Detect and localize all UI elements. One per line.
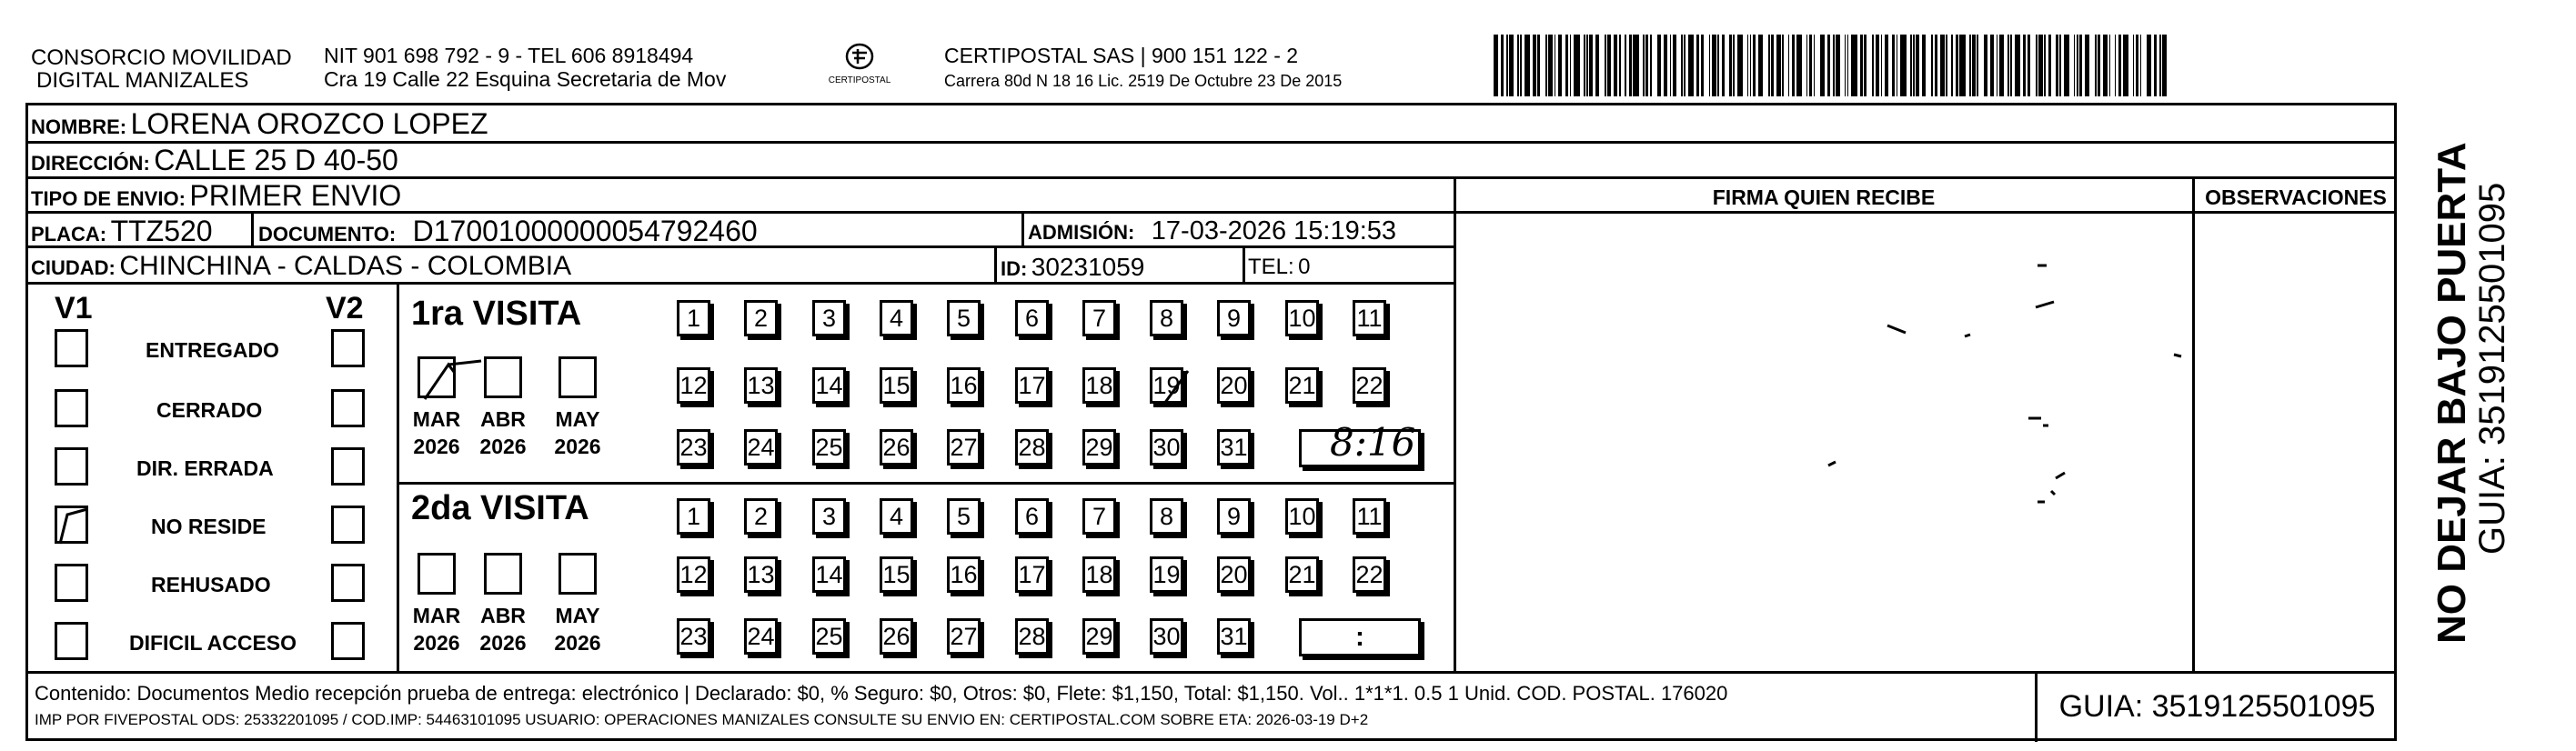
day-box[interactable]: 19 — [1150, 367, 1183, 404]
barcode-bar — [1806, 35, 1808, 96]
month-checkbox[interactable] — [418, 553, 456, 595]
admision-label: ADMISIÓN: — [1028, 221, 1135, 244]
month-checkbox[interactable] — [558, 553, 597, 595]
nombre-label: NOMBRE: — [31, 115, 127, 138]
barcode-bar — [1629, 35, 1632, 96]
v2-checkbox[interactable] — [331, 506, 365, 544]
barcode-bar — [1747, 35, 1749, 96]
barcode-bar — [1836, 35, 1840, 96]
nit-line: NIT 901 698 792 - 9 - TEL 606 8918494 — [324, 44, 694, 67]
month-label — [548, 406, 608, 460]
barcode-bar — [1969, 35, 1971, 96]
barcode-bar — [1999, 35, 2004, 96]
barcode-bar — [1796, 35, 1802, 96]
barcode-bar — [1517, 35, 1519, 96]
day-box[interactable]: 13 — [744, 367, 778, 404]
no-dejar-bajo-puerta: NO DEJAR BAJO PUERTA — [2430, 142, 2474, 644]
address-line: Cra 19 Calle 22 Esquina Secretaria de Mov — [324, 67, 727, 91]
footer-guia: GUIA: 3519125501095 — [2058, 689, 2376, 724]
day-box[interactable]: 11 — [1353, 300, 1386, 336]
direccion-value: CALLE 25 D 40-50 — [154, 144, 398, 176]
logo-text: CERTIPOSTAL — [828, 75, 891, 85]
barcode-bar — [1910, 35, 1912, 96]
day-box[interactable]: 18 — [1082, 367, 1116, 404]
barcode-bar — [1959, 35, 1965, 96]
barcode-bar — [1537, 35, 1540, 96]
month-label — [548, 602, 608, 656]
status-label: REHUSADO — [151, 573, 271, 596]
barcode-bar — [1782, 35, 1784, 96]
barcode-bar — [1712, 35, 1716, 96]
barcode-bar — [1872, 35, 1874, 96]
barcode-bar — [1860, 35, 1863, 96]
id-value: 30231059 — [1031, 253, 1145, 281]
month-year: 2026 — [479, 435, 527, 458]
day-box[interactable]: 27 — [947, 618, 981, 655]
side-guia: GUIA: 3519125501095 — [2472, 182, 2512, 555]
status-label: DIFICIL ACCESO — [129, 631, 297, 655]
barcode-bar — [1897, 35, 1898, 96]
day-box[interactable]: 20 — [1217, 556, 1251, 593]
barcode-bar — [1977, 35, 1978, 96]
visit2-title: 2da VISITA — [411, 489, 589, 527]
barcode-bar — [1809, 35, 1812, 96]
barcode-bar — [1733, 35, 1735, 96]
barcode-bar — [2044, 35, 2046, 96]
barcode-bar — [2123, 35, 2128, 96]
month-year: 2026 — [413, 631, 460, 655]
day-box[interactable]: 8 — [1150, 300, 1183, 336]
day-box[interactable]: 31 — [1217, 429, 1251, 466]
day-box[interactable]: 8 — [1150, 498, 1183, 535]
barcode-bar — [1650, 35, 1652, 96]
day-box[interactable]: 2 — [744, 498, 778, 535]
barcode-bar — [1885, 35, 1887, 96]
barcode-bar — [1892, 35, 1895, 96]
barcode-bar — [1788, 35, 1790, 96]
barcode-bar — [1990, 35, 1993, 96]
courier-line2: Carrera 80d N 18 16 Lic. 2519 De Octubre 23 De 2015 — [944, 72, 1343, 90]
barcode-bar — [1851, 35, 1857, 96]
barcode-bar — [1940, 35, 1945, 96]
barcode-bar — [1827, 35, 1830, 96]
day-box[interactable]: 29 — [1082, 429, 1116, 466]
barcode-bar — [1951, 35, 1953, 96]
v2-checkbox[interactable] — [331, 389, 365, 427]
day-box[interactable]: 7 — [1082, 498, 1116, 535]
barcode-bar — [1607, 35, 1610, 96]
day-box[interactable]: 24 — [744, 429, 778, 466]
barcode-bar — [1548, 35, 1553, 96]
barcode-bar — [1565, 35, 1568, 96]
barcode-bar — [2048, 35, 2051, 96]
barcode-bar — [2059, 35, 2061, 96]
barcode-bar — [1753, 35, 1756, 96]
day-box[interactable]: 15 — [880, 556, 913, 593]
barcode-bar — [2140, 35, 2142, 96]
barcode-bar — [1833, 35, 1835, 96]
day-box[interactable]: 1 — [677, 498, 710, 535]
barcode-bar — [1717, 35, 1719, 96]
v1-checkbox[interactable] — [55, 447, 88, 486]
day-box[interactable]: 5 — [947, 498, 981, 535]
day-box[interactable]: 21 — [1285, 367, 1319, 404]
barcode-bar — [2007, 35, 2009, 96]
status-label: DIR. ERRADA — [136, 456, 274, 480]
month-year: 2026 — [554, 435, 601, 458]
barcode-bar — [1881, 35, 1883, 96]
barcode-bar — [1509, 35, 1514, 96]
barcode-bar — [1709, 35, 1711, 96]
visit1-title: 1ra VISITA — [411, 295, 582, 333]
day-box[interactable]: 12 — [677, 367, 710, 404]
day-box[interactable]: 16 — [947, 367, 981, 404]
barcode-bar — [1864, 35, 1867, 96]
day-box[interactable]: 10 — [1285, 300, 1319, 336]
day-box[interactable]: 19 — [1150, 556, 1183, 593]
visit2-time-placeholder: : — [1355, 622, 1364, 652]
month-name: MAR — [412, 604, 461, 627]
barcode-bar — [1688, 35, 1694, 96]
barcode-bar — [1876, 35, 1880, 96]
barcode-bar — [1570, 35, 1572, 96]
day-box[interactable]: 30 — [1150, 618, 1183, 655]
barcode-bar — [1776, 35, 1781, 96]
status-label: ENTREGADO — [146, 338, 279, 362]
day-box[interactable]: 21 — [1285, 556, 1319, 593]
barcode-bar — [1533, 35, 1535, 96]
month-year: 2026 — [479, 631, 527, 655]
barcode-bar — [2133, 35, 2135, 96]
barcode-bar — [1494, 35, 1498, 96]
barcode-bar — [1684, 35, 1685, 96]
documento-label: DOCUMENTO: — [258, 223, 397, 245]
barcode-bar — [2109, 35, 2111, 96]
day-box[interactable]: 17 — [1015, 367, 1049, 404]
barcode-bar — [2118, 35, 2121, 96]
barcode-bar — [1545, 35, 1547, 96]
barcode-bar — [2077, 35, 2078, 96]
direccion-label: DIRECCIÓN: — [31, 152, 150, 175]
day-box[interactable]: 6 — [1015, 300, 1049, 336]
barcode-bar — [2010, 35, 2012, 96]
day-box[interactable]: 20 — [1217, 367, 1251, 404]
barcode-bar — [1820, 35, 1825, 96]
month-label — [407, 406, 467, 460]
barcode-bar — [1657, 35, 1662, 96]
day-box[interactable]: 6 — [1015, 498, 1049, 535]
barcode-bar — [1643, 35, 1645, 96]
barcode-bar — [2023, 35, 2026, 96]
barcode-bar — [2056, 35, 2058, 96]
day-box[interactable]: 15 — [880, 367, 913, 404]
v1-checkbox[interactable] — [55, 564, 88, 602]
day-box[interactable]: 22 — [1353, 556, 1386, 593]
barcode-bar — [2162, 35, 2167, 96]
v1-checkbox[interactable] — [55, 389, 88, 427]
day-box[interactable]: 26 — [880, 429, 913, 466]
barcode-bar — [2147, 35, 2151, 96]
barcode-bar — [1673, 35, 1677, 96]
barcode-bar — [2038, 35, 2043, 96]
barcode-bar — [1555, 35, 1556, 96]
status-label: NO RESIDE — [151, 515, 267, 538]
barcode-bar — [1605, 35, 1606, 96]
barcode-bar — [1681, 35, 1683, 96]
barcode-bar — [2028, 35, 2030, 96]
day-box[interactable]: 17 — [1015, 556, 1049, 593]
v1-checkbox[interactable] — [55, 622, 88, 660]
barcode-bar — [2036, 35, 2038, 96]
day-box[interactable]: 3 — [812, 498, 846, 535]
day-box[interactable]: 16 — [947, 556, 981, 593]
month-label — [473, 602, 533, 656]
barcode-bar — [1586, 35, 1588, 96]
v2-checkbox[interactable] — [331, 564, 365, 602]
v1-checkbox[interactable] — [55, 329, 88, 367]
barcode-bar — [1574, 35, 1579, 96]
barcode-bar — [1972, 35, 1975, 96]
v2-header: V2 — [326, 291, 364, 325]
barcode-bar — [1506, 35, 1508, 96]
barcode-bar — [2115, 35, 2117, 96]
barcode-bar — [1664, 35, 1666, 96]
barcode-bar — [1913, 35, 1915, 96]
certipostal-logo — [823, 40, 896, 95]
barcode-bar — [1633, 35, 1638, 96]
barcode-bar — [2159, 35, 2161, 96]
day-box[interactable]: 2 — [744, 300, 778, 336]
placa-label: PLACA: — [31, 223, 107, 245]
barcode-bar — [1589, 35, 1592, 96]
day-box[interactable]: 23 — [677, 429, 710, 466]
visit1-time: 8:16 — [1330, 420, 1416, 465]
day-box[interactable]: 27 — [947, 429, 981, 466]
barcode-bar — [2064, 35, 2069, 96]
day-box[interactable]: 13 — [744, 556, 778, 593]
month-name: MAY — [555, 604, 600, 627]
barcode-bar — [1750, 35, 1752, 96]
day-box[interactable]: 25 — [812, 429, 846, 466]
ciudad-value: CHINCHINA - CALDAS - COLOMBIA — [119, 251, 572, 281]
id-label: ID: — [1001, 257, 1028, 280]
day-box[interactable]: 29 — [1082, 618, 1116, 655]
barcode-bar — [1729, 35, 1732, 96]
barcode-bar — [2079, 35, 2082, 96]
status-label: CERRADO — [156, 398, 263, 422]
footer-line1: Contenido: Documentos Medio recepción prueba de entrega: electrónico | Declarado: $0, % Seguro: $0, Otros: $0, Flete: $1,150, Total: $1,150. Vol.. 1*1*1. 0.5 1 Unid. COD. POSTAL. 176020 — [35, 682, 1728, 705]
barcode-bar — [2098, 35, 2100, 96]
barcode-bar — [1584, 35, 1585, 96]
day-box[interactable]: 11 — [1353, 498, 1386, 535]
barcode-bar — [1768, 35, 1770, 96]
barcode-bar — [1619, 35, 1621, 96]
tipo-label: TIPO DE ENVIO: — [31, 187, 186, 210]
barcode-bar — [1931, 35, 1933, 96]
barcode-bar — [2095, 35, 2097, 96]
barcode-bar — [1520, 35, 1522, 96]
barcode-bar — [1558, 35, 1561, 96]
barcode-bar — [2085, 35, 2089, 96]
month-name: MAY — [555, 407, 600, 431]
barcode-bar — [1696, 35, 1699, 96]
courier-line1: CERTIPOSTAL SAS | 900 151 122 - 2 — [944, 44, 1299, 67]
day-box[interactable]: 28 — [1015, 429, 1049, 466]
barcode-bar — [1595, 35, 1600, 96]
barcode-bar — [1845, 35, 1846, 96]
day-box[interactable]: 22 — [1353, 367, 1386, 404]
day-box[interactable]: 7 — [1082, 300, 1116, 336]
day-box[interactable]: 23 — [677, 618, 710, 655]
month-checkbox[interactable] — [558, 356, 597, 398]
no-reside-check-mark — [56, 506, 102, 552]
admision-value: 17-03-2026 15:19:53 — [1151, 216, 1397, 245]
nombre-value: LORENA OROZCO LOPEZ — [130, 107, 488, 140]
barcode-bar — [1625, 35, 1626, 96]
barcode-bar — [1758, 35, 1763, 96]
signature-marks — [1455, 218, 2192, 518]
visit1-day-mark — [1161, 364, 1206, 409]
barcode-bar — [1645, 35, 1648, 96]
firma-header: FIRMA QUIEN RECIBE — [1712, 185, 1936, 209]
barcode-bar — [1984, 35, 1988, 96]
barcode-bar — [1847, 35, 1849, 96]
barcode-bar — [1916, 35, 1918, 96]
v2-checkbox[interactable] — [331, 329, 365, 367]
day-box[interactable]: 30 — [1150, 429, 1183, 466]
month-checkbox[interactable] — [484, 553, 522, 595]
barcode-bar — [1922, 35, 1927, 96]
barcode — [1494, 35, 2171, 96]
day-box[interactable]: 14 — [812, 367, 846, 404]
barcode-bar — [1670, 35, 1672, 96]
placa-value: TTZ520 — [110, 215, 213, 247]
barcode-bar — [1946, 35, 1947, 96]
month-name: ABR — [480, 407, 526, 431]
barcode-bar — [1900, 35, 1906, 96]
barcode-bar — [1524, 35, 1530, 96]
barcode-bar — [1722, 35, 1725, 96]
tel-label: TEL: — [1248, 255, 1294, 279]
month-name: ABR — [480, 604, 526, 627]
day-box[interactable]: 26 — [880, 618, 913, 655]
month-label — [473, 406, 533, 460]
month-label — [407, 602, 467, 656]
company-name-line1: CONSORCIO MOVILIDAD — [31, 45, 292, 70]
day-box[interactable]: 4 — [880, 300, 913, 336]
day-box[interactable]: 9 — [1217, 300, 1251, 336]
day-box[interactable]: 28 — [1015, 618, 1049, 655]
barcode-bar — [1737, 35, 1743, 96]
day-box[interactable]: 18 — [1082, 556, 1116, 593]
barcode-bar — [2103, 35, 2108, 96]
barcode-bar — [1814, 35, 1816, 96]
barcode-bar — [2015, 35, 2020, 96]
day-box[interactable]: 14 — [812, 556, 846, 593]
observaciones-header: OBSERVACIONES — [2205, 185, 2387, 209]
barcode-bar — [1935, 35, 1937, 96]
tipo-value: PRIMER ENVIO — [189, 179, 402, 212]
ciudad-label: CIUDAD: — [31, 256, 116, 279]
tel-value: 0 — [1298, 255, 1311, 279]
month-year: 2026 — [554, 631, 601, 655]
barcode-bar — [2154, 35, 2157, 96]
day-box[interactable]: 31 — [1217, 618, 1251, 655]
v2-checkbox[interactable] — [331, 447, 365, 486]
day-box[interactable]: 24 — [744, 618, 778, 655]
v2-checkbox[interactable] — [331, 622, 365, 660]
day-box[interactable]: 1 — [677, 300, 710, 336]
barcode-bar — [1956, 35, 1958, 96]
day-box[interactable]: 12 — [677, 556, 710, 593]
barcode-bar — [1701, 35, 1704, 96]
barcode-bar — [1997, 35, 1998, 96]
day-box[interactable]: 9 — [1217, 498, 1251, 535]
barcode-bar — [2136, 35, 2138, 96]
day-box[interactable]: 5 — [947, 300, 981, 336]
barcode-bar — [1614, 35, 1618, 96]
barcode-bar — [1771, 35, 1774, 96]
day-box[interactable]: 3 — [812, 300, 846, 336]
month-year: 2026 — [413, 435, 460, 458]
footer-line2: IMP POR FIVEPOSTAL ODS: 25332201095 / COD.IMP: 54463101095 USUARIO: OPERACIONES MANIZALES CONSULTE SU ENVIO EN: CERTIPOSTAL.COM SOBRE ETA: 2026-03-19 D+2 — [35, 711, 1369, 728]
month-name: MAR — [412, 407, 461, 431]
barcode-bar — [1792, 35, 1795, 96]
v1-header: V1 — [55, 291, 93, 325]
barcode-bar — [1501, 35, 1504, 96]
day-box[interactable]: 4 — [880, 498, 913, 535]
documento-value: D17001000000054792460 — [412, 215, 758, 247]
day-box[interactable]: 25 — [812, 618, 846, 655]
company-name-line2: DIGITAL MANIZALES — [36, 68, 249, 93]
day-box[interactable]: 10 — [1285, 498, 1319, 535]
barcode-bar — [2074, 35, 2076, 96]
visit1-month-mark — [418, 359, 465, 406]
